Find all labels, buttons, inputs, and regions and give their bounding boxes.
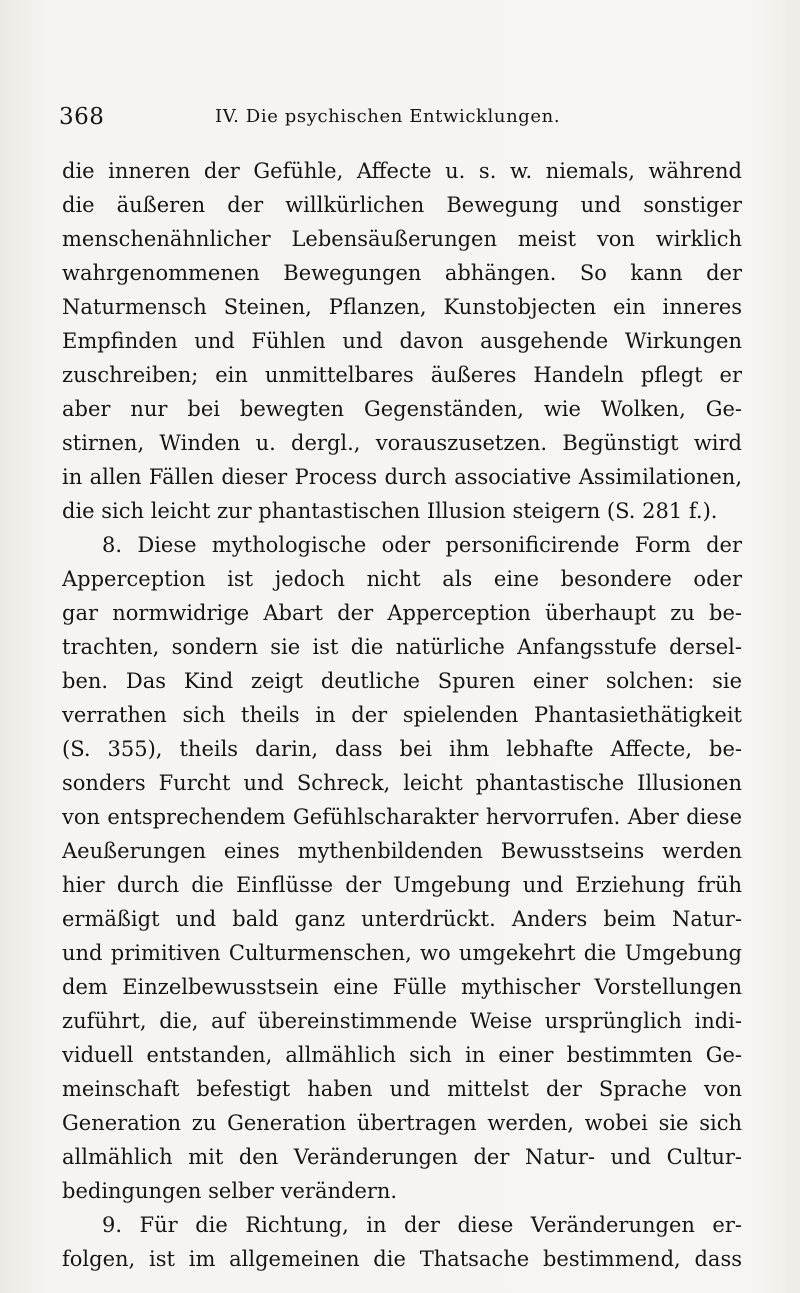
text-line: trachten, sondern sie ist die natürliche Anfangsstufe dersel- <box>62 635 742 659</box>
text-line: ben. Das Kind zeigt deutliche Spuren einer solchen: sie <box>62 669 742 693</box>
text-line: menschenähnlicher Lebensäußerungen meist von wirklich <box>62 227 742 251</box>
text-line: stirnen, Winden u. dergl., vorauszusetzen. Begünstigt wird <box>62 431 742 455</box>
text-line: aber nur bei bewegten Gegenständen, wie Wolken, Ge- <box>62 397 742 421</box>
text-line: Apperception ist jedoch nicht als eine besondere oder <box>62 567 742 591</box>
running-head: IV. Die psychischen Entwicklungen. <box>215 106 561 127</box>
text-line: Generation zu Generation übertragen werden, wobei sie sich <box>62 1111 742 1135</box>
text-line: (S. 355), theils darin, dass bei ihm lebhafte Affecte, be- <box>62 737 742 761</box>
text-line: die inneren der Gefühle, Affecte u. s. w. niemals, während <box>62 159 742 183</box>
text-line: meinschaft befestigt haben und mittelst der Sprache von <box>62 1077 742 1101</box>
page-number: 368 <box>59 104 105 130</box>
text-line: folgen, ist im allgemeinen die Thatsache bestimmend, dass <box>62 1247 742 1271</box>
text-line: zuführt, die, auf übereinstimmende Weise ursprünglich indi- <box>62 1009 742 1033</box>
text-line: bedingungen selber verändern. <box>62 1179 398 1203</box>
text-line: verrathen sich theils in der spielenden Phantasiethätigkeit <box>62 703 742 727</box>
text-line: Aeußerungen eines mythenbildenden Bewusstseins werden <box>62 839 742 863</box>
text-line: die sich leicht zur phantastischen Illusion steigern (S. 281 f.). <box>62 499 718 523</box>
text-line: in allen Fällen dieser Process durch associative Assimilationen, <box>62 465 742 489</box>
paragraph-start-8: 8. Diese mythologische oder personificirende Form der <box>102 533 742 557</box>
text-line: zuschreiben; ein unmittelbares äußeres Handeln pflegt er <box>62 363 742 387</box>
text-line: hier durch die Einflüsse der Umgebung und Erziehung früh <box>62 873 742 897</box>
text-line: von entsprechendem Gefühlscharakter hervorrufen. Aber diese <box>62 805 742 829</box>
paragraph-start-9: 9. Für die Richtung, in der diese Veränderungen er- <box>102 1213 742 1237</box>
page-header <box>59 104 759 134</box>
text-line: wahrgenommenen Bewegungen abhängen. So kann der <box>62 261 742 285</box>
text-line: die äußeren der willkürlichen Bewegung und sonstiger <box>62 193 742 217</box>
text-line: Naturmensch Steinen, Pflanzen, Kunstobjecten ein inneres <box>62 295 742 319</box>
text-line: und primitiven Culturmenschen, wo umgekehrt die Umgebung <box>62 941 742 965</box>
text-line: Empfinden und Fühlen und davon ausgehende Wirkungen <box>62 329 742 353</box>
text-line: dem Einzelbewusstsein eine Fülle mythischer Vorstellungen <box>62 975 742 999</box>
body-text <box>62 154 742 1276</box>
text-line: allmählich mit den Veränderungen der Natur- und Cultur- <box>62 1145 742 1169</box>
text-line: ermäßigt und bald ganz unterdrückt. Anders beim Natur- <box>62 907 742 931</box>
text-line: sonders Furcht und Schreck, leicht phantastische Illusionen <box>62 771 742 795</box>
text-line: viduell entstanden, allmählich sich in einer bestimmten Ge- <box>62 1043 742 1067</box>
text-line: gar normwidrige Abart der Apperception überhaupt zu be- <box>62 601 742 625</box>
